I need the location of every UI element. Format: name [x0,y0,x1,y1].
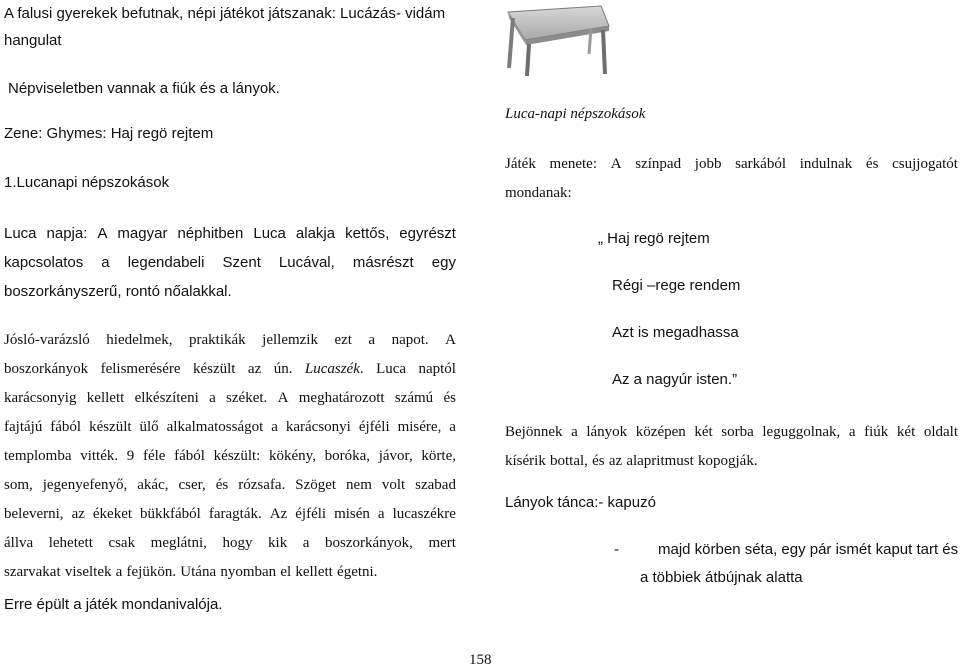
word: A [445,331,456,348]
belief-paragraph [4,325,456,586]
belief-line [4,412,456,441]
word: Luca [376,360,407,377]
word: lehetett [48,534,93,551]
song-line-3: Azt is megadhassa [612,324,739,341]
word: kísérik [505,453,546,469]
word: körte, [421,447,456,464]
music-note [4,121,456,147]
word: fejükön. [126,563,177,580]
word: bottal, [550,453,588,469]
word: éjféli [358,418,390,435]
word: hiedelmek, [106,331,173,348]
word: féle [142,447,166,464]
word: a [115,563,123,580]
word: som, [4,476,33,493]
word: középen [635,424,686,440]
costume-note [8,76,460,102]
word: fából [50,418,82,435]
word: Szent [222,253,261,271]
word: egy [431,253,456,271]
word: Bejönnek [505,424,563,440]
entry-line-1 [505,418,958,447]
word: el [280,563,292,580]
word: jávor, [378,447,413,464]
word: kik [268,534,288,551]
word: mondanak: [505,185,572,201]
word: kellett [295,563,333,580]
word: Az [269,505,288,522]
word: boszorkányok [4,360,89,377]
belief-line [4,354,456,383]
word: oldalt [923,424,958,440]
word: beleverni, [4,505,64,522]
word: két [896,424,916,440]
word: kopogják. [698,453,758,469]
word: éjféli [295,505,327,522]
song-line-2: Régi –rege rendem [612,277,741,294]
word: leguggolnak, [762,424,841,440]
word: kapcsolatos [4,253,84,271]
word: boróka, [324,447,371,464]
word: meglátni, [150,534,207,551]
word: Utána [180,563,217,580]
belief-line [4,557,456,586]
page-number: 158 [469,652,492,668]
word: fajtájú [4,418,43,435]
word: elkészíteni [134,389,199,406]
word: lányok [586,424,628,440]
word: bükkfából [140,505,201,522]
word: A [97,224,108,242]
word: ezt [334,331,352,348]
word: csujjogatót [892,156,958,172]
list-dash: - [614,541,619,558]
word: ülő [139,418,159,435]
word: templomba [4,447,72,464]
section-heading-text: 1.Lucanapi népszokások [4,174,170,191]
word: alkalmatosságot [166,418,264,435]
luca-line-3 [4,277,456,306]
dance-desc-line-2: a többiek átbújnak alatta [640,569,803,586]
intro-line-1: A falusi gyerekek befutnak, népi játékot játszanak: Lucázás- vidám [4,5,446,22]
dance-desc-line-1: majd körben séta, egy pár ismét kaput tart és [658,541,959,558]
word: nyomban [220,563,277,580]
intro-line-2: hangulat [4,32,62,49]
word: karácsonyi [285,418,351,435]
luca-line-2 [4,248,456,277]
word: néphitben [177,224,244,242]
word: csak [108,534,136,551]
word: készült: [213,447,261,464]
right-title: Luca-napi népszokások [505,106,646,122]
belief-line [4,470,456,499]
word: praktikák [189,331,246,348]
closing-text: Erre épült a játék mondanivalója. [4,596,223,613]
word: A [277,389,289,406]
word: boszorkányok, [325,534,413,551]
word: szabad [415,476,456,493]
intro-paragraph [4,0,456,54]
word: jellemzik [262,331,318,348]
section-heading [4,170,456,196]
word: kökény, [269,447,316,464]
word: misén [334,505,370,522]
entry-line-2 [505,447,958,476]
word: A [610,156,622,172]
word: cser, [178,476,206,493]
music-text: Zene: Ghymes: Haj regö rejtem [4,125,214,142]
word: ékeket [92,505,133,522]
word: a [209,389,216,406]
word: égetni. [337,563,378,580]
belief-line [4,383,456,412]
word: napja: [46,224,88,242]
word: ún. [273,360,293,377]
word: a [848,424,856,440]
word: és [865,156,879,172]
game-line-1 [505,150,958,179]
word: jobb [694,156,722,172]
word: és [215,476,229,493]
game-description [505,150,958,208]
word: mert [428,534,456,551]
word: magyar [117,224,168,242]
costume-text: Népviseletben vannak a fiúk és a lányok. [8,80,280,97]
closing-sentence [4,592,456,618]
word: rontó [125,282,160,300]
word: fából [174,447,205,464]
game-line-2 [505,179,958,208]
word: Játék [505,156,536,172]
belief-line [4,528,456,557]
word: szarvakat [4,563,61,580]
word: a [101,253,110,271]
word: Lucaszék. [304,360,364,377]
word: volt [381,476,406,493]
word: napot. [391,331,429,348]
word: és [592,453,605,469]
word: felismerésére [100,360,181,377]
word: Jósló-varázsló [4,331,90,348]
word: készült [192,360,236,377]
word: a [368,331,376,348]
word: készült [89,418,132,435]
word: a [302,534,310,551]
word: a [449,418,456,435]
word: naptól [418,360,456,377]
word: az [247,360,262,377]
word: két [694,424,713,440]
word: Szöget [295,476,337,493]
belief-line [4,441,456,470]
song-line-1: „ Haj regö rejtem [598,230,710,247]
word: nem [346,476,372,493]
word: széket. [226,389,268,406]
word: egyrészt [399,224,456,242]
word: színpad [635,156,682,172]
word: Luca [253,224,286,242]
word: állva [4,534,34,551]
word: másrészt [352,253,414,271]
word: és [443,389,456,406]
luca-line-1 [4,219,456,248]
word: az [71,505,85,522]
word: hogy [222,534,253,551]
word: karácsonyig [4,389,77,406]
word: a [271,418,278,435]
word: kettős, [345,224,390,242]
word: vitték. [80,447,119,464]
word: fiúk [864,424,889,440]
entry-description [505,418,958,476]
word: a [377,505,385,522]
word: meghatározott [298,389,385,406]
word: kellett [86,389,125,406]
word: akác, [137,476,169,493]
word: indulnak [799,156,853,172]
word: jegenyefenyő, [42,476,128,493]
word: menete: [549,156,598,172]
word: számú [394,389,434,406]
word: Lucával, [278,253,335,271]
song-line-4: Az a nagyúr isten.” [612,371,738,388]
word: az [608,453,623,469]
belief-line [4,325,456,354]
word: sorba [721,424,754,440]
word: legendabeli [127,253,205,271]
wooden-stool-picture [505,4,611,78]
word: 9 [126,447,135,464]
luca-paragraph [4,219,456,306]
word: nőalakkal. [164,282,232,300]
word: alapritmust [626,453,694,469]
word: alakja [295,224,336,242]
word: viseltek [64,563,112,580]
word: faragták. [208,505,262,522]
word: a [571,424,578,440]
word: Luca [4,224,37,242]
belief-line [4,499,456,528]
dance-title: Lányok tánca:- kapuzó [505,494,656,511]
word: rózsafa. [238,476,286,493]
word: sarkából [735,156,786,172]
word: boszorkányszerű, [4,282,122,300]
word: misére, [397,418,442,435]
word: lucaszékre [392,505,456,522]
